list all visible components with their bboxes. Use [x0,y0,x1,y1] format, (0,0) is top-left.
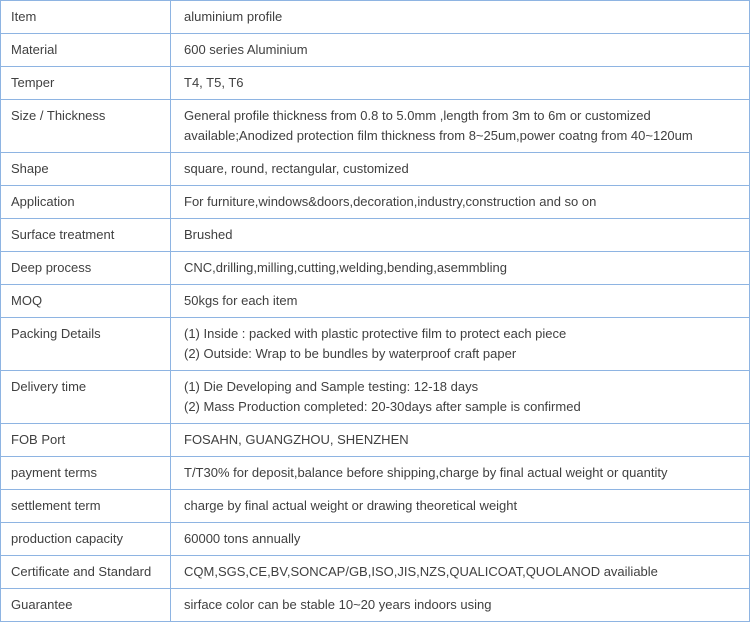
table-row [1,285,749,318]
row-value-line: 600 series Aluminium [184,42,308,57]
row-value [171,186,749,218]
table-row [1,318,749,371]
row-value-line: square, round, rectangular, customized [184,161,409,176]
row-label [1,34,171,66]
row-label-text: settlement term [11,498,101,513]
table-row [1,556,749,589]
row-value-line: 50kgs for each item [184,293,298,308]
row-label-text: Shape [11,161,49,176]
row-label [1,318,171,370]
row-value-line: charge by final actual weight or drawing theoretical weight [184,498,518,513]
row-value-line: General profile thickness from 0.8 to 5.0mm ,length from 3m to 6m or customized [184,108,651,123]
row-label [1,252,171,284]
row-value [171,252,749,284]
row-value-line: sirface color can be stable 10~20 years indoors using [184,597,492,612]
row-label [1,219,171,251]
row-value-line: Brushed [184,227,233,242]
table-row [1,457,749,490]
row-label [1,424,171,456]
row-label [1,556,171,588]
row-label [1,523,171,555]
row-label-text: payment terms [11,465,97,480]
row-label [1,589,171,621]
table-row [1,1,749,34]
row-value [171,153,749,185]
row-value [171,371,749,423]
row-value-line: (1) Die Developing and Sample testing: 12-18 days [184,379,479,394]
row-value-line: For furniture,windows&doors,decoration,industry,construction and so on [184,194,597,209]
table-row [1,490,749,523]
row-label-text: Material [11,42,58,57]
table-row [1,219,749,252]
row-value-line: 60000 tons annually [184,531,301,546]
row-value [171,457,749,489]
row-value [171,589,749,621]
row-label-text: Deep process [11,260,92,275]
row-label-text: Surface treatment [11,227,115,242]
row-label-text: production capacity [11,531,124,546]
row-label [1,285,171,317]
row-label [1,490,171,522]
row-value-line: T/T30% for deposit,balance before shipping,charge by final actual weight or quantity [184,465,668,480]
row-label [1,100,171,152]
row-label-text: Application [11,194,75,209]
table-row [1,523,749,556]
row-value [171,67,749,99]
row-value-line: (2) Outside: Wrap to be bundles by waterproof craft paper [184,346,517,361]
table-row [1,67,749,100]
row-label-text: Certificate and Standard [11,564,152,579]
row-label [1,186,171,218]
row-value-line: available;Anodized protection film thickness from 8~25um,power coatng from 40~120um [184,128,693,143]
row-label-text: Delivery time [11,379,87,394]
row-value [171,1,749,33]
row-value [171,490,749,522]
row-value-line: aluminium profile [184,9,283,24]
table-row [1,34,749,67]
row-value-line: T4, T5, T6 [184,75,244,90]
row-label-text: Item [11,9,37,24]
row-label [1,371,171,423]
row-value-line: (2) Mass Production completed: 20-30days after sample is confirmed [184,399,581,414]
row-value [171,219,749,251]
row-value [171,556,749,588]
row-label-text: FOB Port [11,432,66,447]
table-row [1,424,749,457]
row-value-line: CQM,SGS,CE,BV,SONCAP/GB,ISO,JIS,NZS,QUALICOAT,QUOLANOD availiable [184,564,658,579]
row-label-text: Packing Details [11,326,101,341]
row-value [171,318,749,370]
table-row [1,100,749,153]
row-value [171,100,749,152]
row-value-line: (1) Inside : packed with plastic protective film to protect each piece [184,326,567,341]
row-value [171,424,749,456]
table-row [1,153,749,186]
row-label [1,457,171,489]
row-label [1,153,171,185]
row-label-text: Guarantee [11,597,73,612]
row-value [171,34,749,66]
table-row [1,371,749,424]
row-value [171,285,749,317]
table-row [1,252,749,285]
row-value-line: CNC,drilling,milling,cutting,welding,bending,asemmbling [184,260,507,275]
row-label [1,1,171,33]
row-label-text: Temper [11,75,55,90]
row-value [171,523,749,555]
row-label-text: Size / Thickness [11,108,106,123]
row-label-text: MOQ [11,293,43,308]
row-label [1,67,171,99]
row-value-line: FOSAHN, GUANGZHOU, SHENZHEN [184,432,409,447]
table-row [1,186,749,219]
